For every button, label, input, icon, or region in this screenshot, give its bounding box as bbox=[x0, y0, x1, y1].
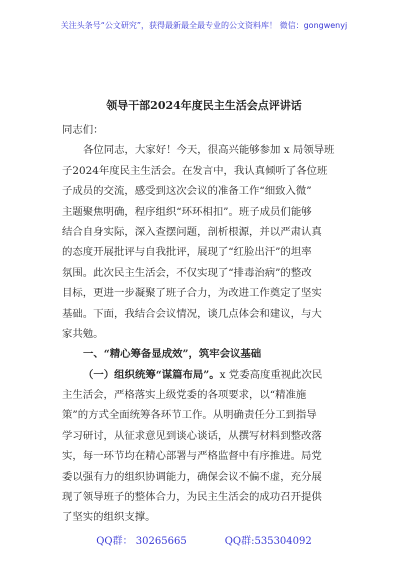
paragraph-line: 主题聚焦明确，程序组织“环环相扣”。班子成员们能够 bbox=[62, 205, 312, 218]
paragraph-line: 实，每一环节均在精心部署与严格监督中有序推进。局党 bbox=[62, 450, 322, 463]
salutation: 同志们： bbox=[62, 124, 104, 136]
paragraph-line: 基础。下面，我结合会议情况，谈几点体会和建议，与大 bbox=[62, 307, 322, 320]
document-body bbox=[62, 120, 348, 528]
subsection-first-line bbox=[62, 365, 348, 385]
section-heading: 一、“精心筹备显成效”，筑牢会议基础 bbox=[83, 348, 262, 361]
paragraph-line: 目标，更进一步凝聚了班子合力，为改进工作奠定了坚实 bbox=[62, 287, 322, 300]
paragraph-line: 主生活会，严格落实上级党委的各项要求，以“精准施 bbox=[62, 389, 307, 402]
document-title: 领导干部2024年度民主生活会点评讲话 bbox=[106, 99, 302, 112]
paragraph-line: 现了领导班子的整体合力，为民主生活会的成功召开提供 bbox=[62, 491, 322, 504]
paragraph-line: 了坚实的组织支撑。 bbox=[62, 511, 156, 524]
paragraph-line: 结合自身实际，深入查摆问题，剖析根源，并以严肃认真 bbox=[62, 225, 322, 238]
paragraph-line: 家共勉。 bbox=[62, 327, 104, 340]
footer-qq-groups bbox=[0, 532, 408, 547]
paragraph-line: 子2024年度民主生活会。在发言中，我认真倾听了各位班 bbox=[62, 164, 328, 177]
qq-group-left: QQ群： 30265665 bbox=[96, 536, 187, 547]
paragraph-line: 学习研讨，从征求意见到谈心谈话，从撰写材料到整改落 bbox=[62, 429, 322, 442]
paragraph-line: 各位同志，大家好！今天，很高兴能够参加 x 局领导班 bbox=[83, 144, 335, 157]
subsection-heading: （一）组织统筹“谋篇布局”。 bbox=[83, 368, 220, 381]
top-banner: 关注头条号“公文研究”，获得最新最全最专业的公文资料库！ 微信：gongwenyj bbox=[60, 21, 348, 30]
paragraph-line: 委以强有力的组织协调能力，确保会议不偏不虚，充分展 bbox=[62, 470, 322, 483]
subsection-first-line-text: x 党委高度重视此次民 bbox=[219, 368, 323, 381]
paragraph-line: 策”的方式全面统筹各环节工作。从明确责任分工到指导 bbox=[62, 409, 317, 422]
paragraph-line: 子成员的交流，感受到这次会议的准备工作“细致入微” bbox=[62, 185, 312, 198]
qq-group-right: QQ群:535304092 bbox=[224, 536, 312, 547]
paragraph-line: 的态度开展批评与自我批评，展现了“红脸出汗”的坦率 bbox=[62, 246, 312, 259]
paragraph-line: 氛围。此次民主生活会，不仅实现了“排毒治病”的整改 bbox=[62, 266, 312, 279]
